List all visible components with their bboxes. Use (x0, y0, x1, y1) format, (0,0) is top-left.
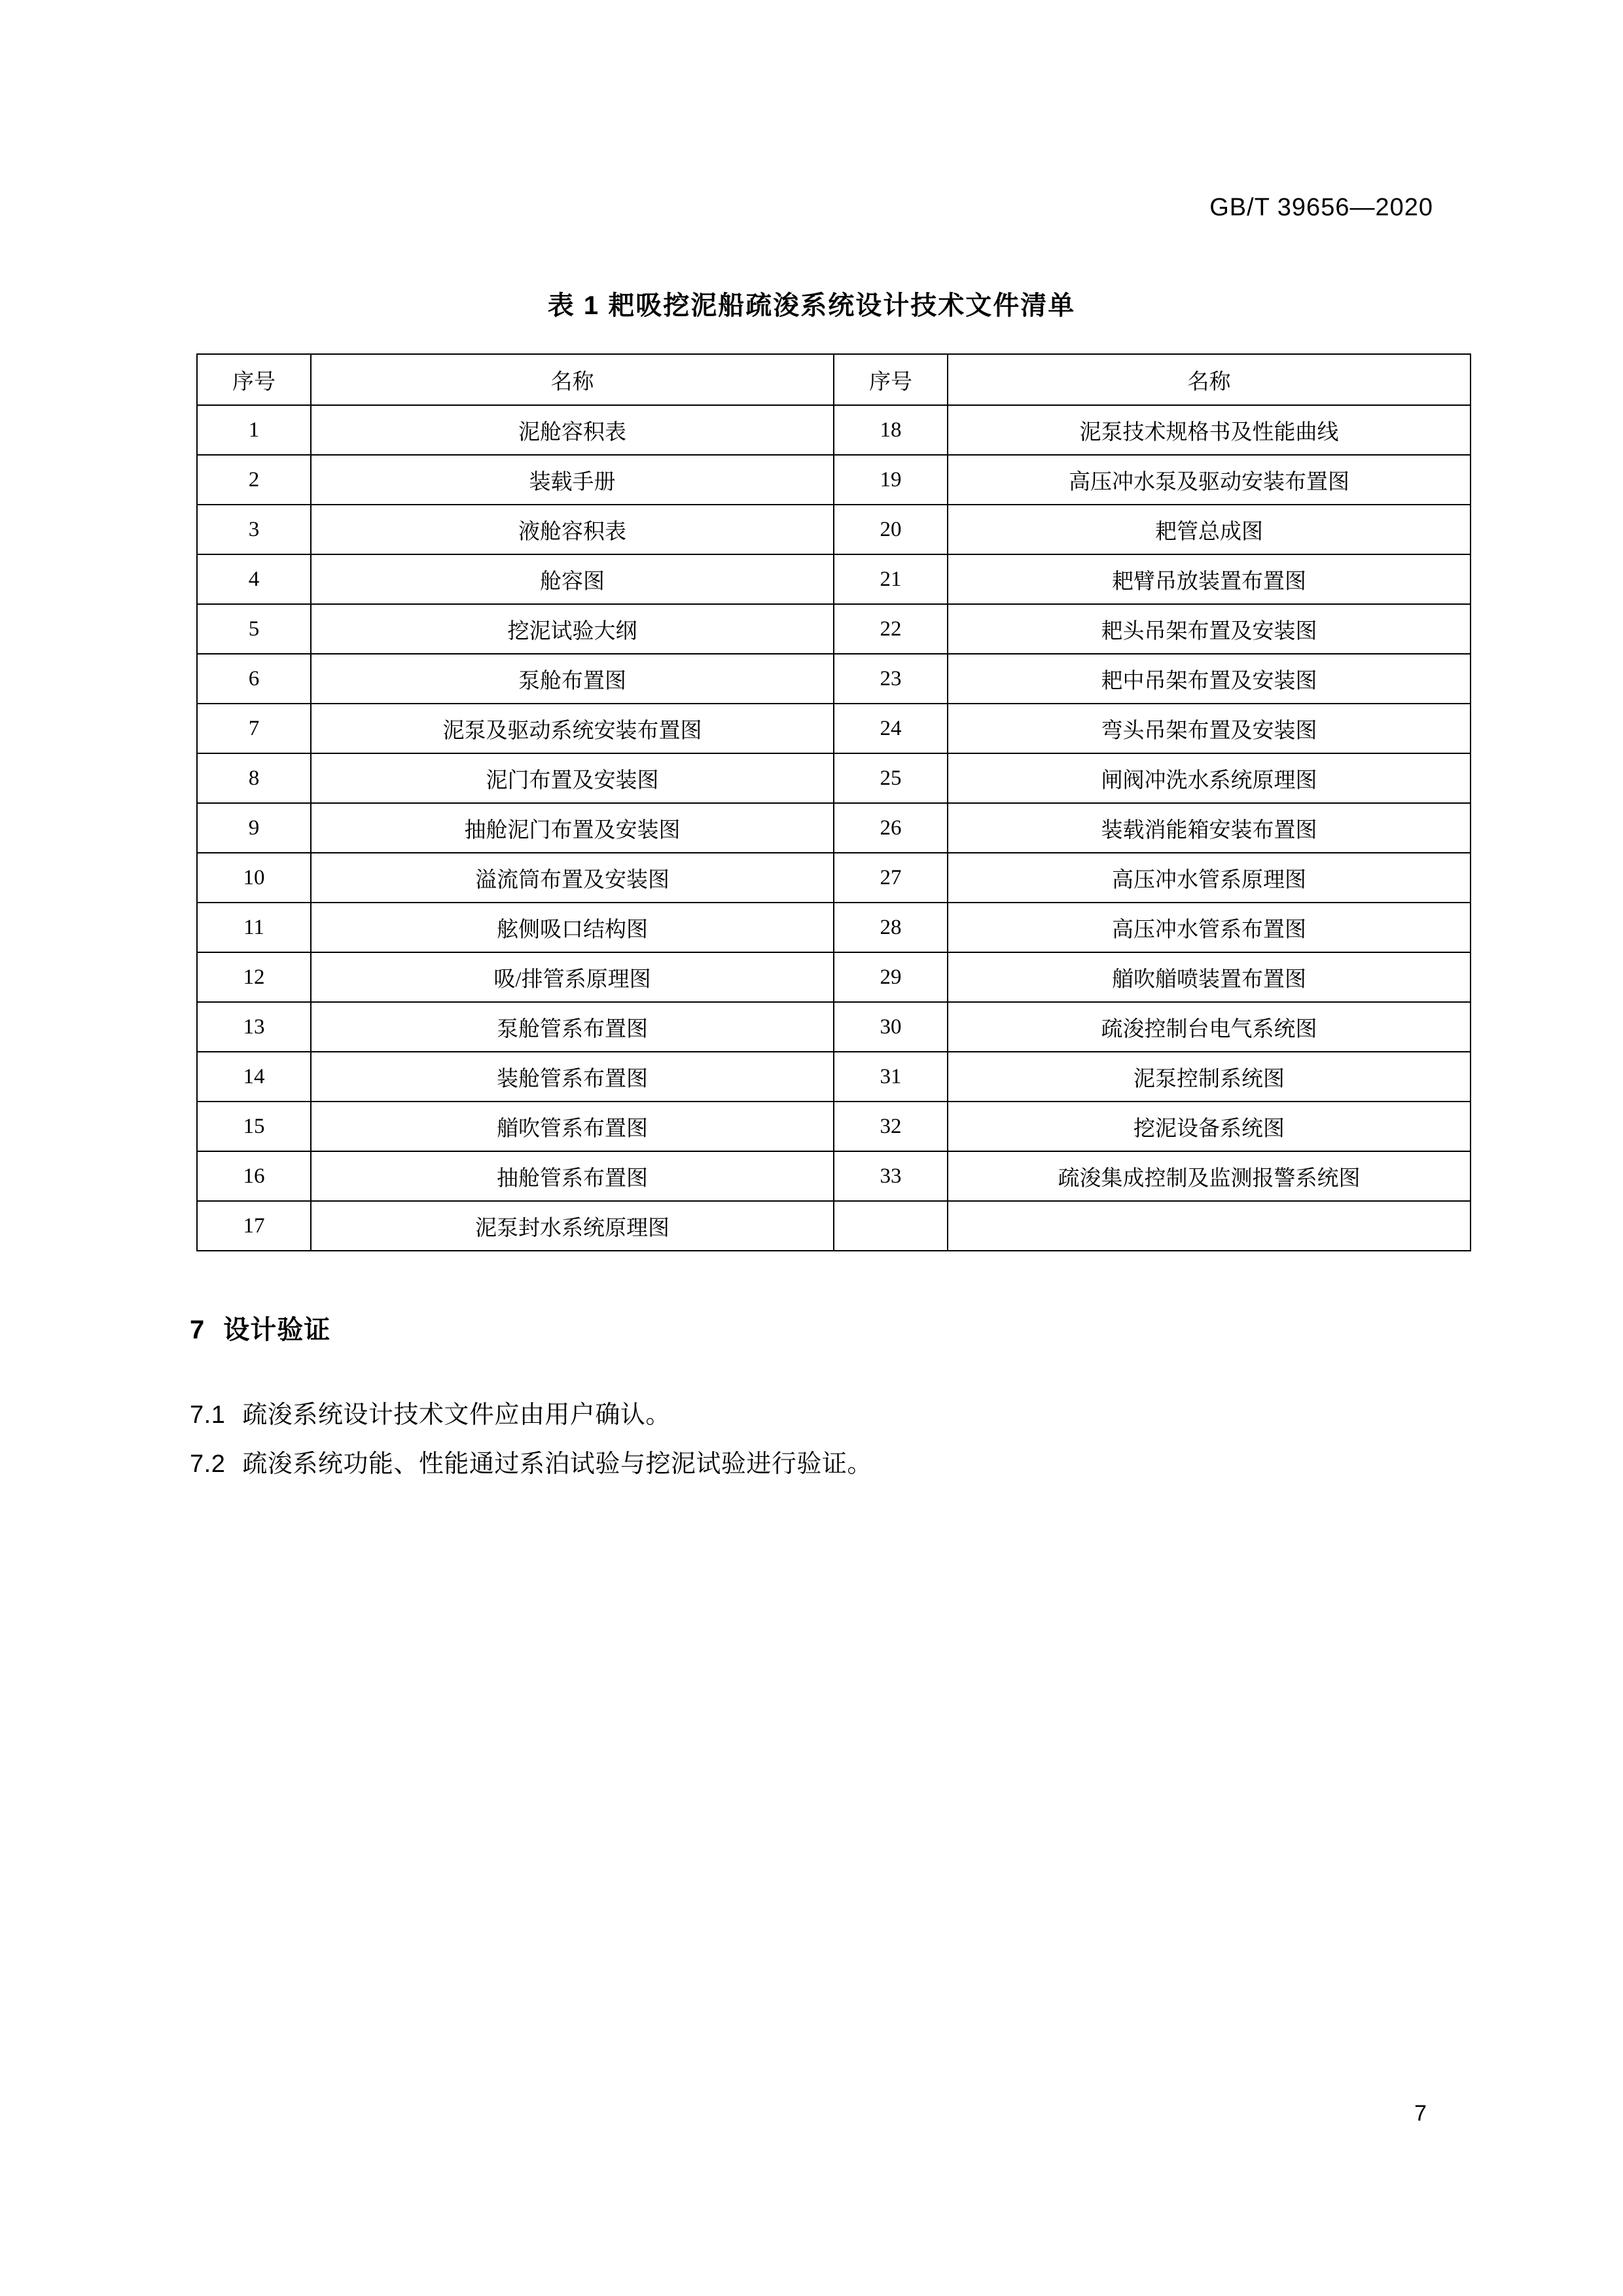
cell-name-left: 装载手册 (311, 455, 834, 505)
table-caption: 表 1 耙吸挖泥船疏浚系统设计技术文件清单 (547, 291, 1076, 320)
cell-name-right: 泥泵技术规格书及性能曲线 (948, 405, 1471, 455)
cell-name-right: 疏浚集成控制及监测报警系统图 (948, 1151, 1471, 1201)
table-container (196, 353, 1433, 1251)
table-row (197, 952, 1471, 1002)
table-body (197, 354, 1471, 1251)
cell-seq-left: 1 (197, 405, 311, 455)
cell-seq-right: 31 (834, 1052, 948, 1102)
table-row (197, 853, 1471, 903)
cell-seq-right: 23 (834, 654, 948, 704)
table-row (197, 803, 1471, 853)
paragraph-7-2-label: 7.2 (190, 1450, 226, 1478)
cell-seq-right: 28 (834, 903, 948, 952)
cell-name-right: 艏吹艏喷装置布置图 (948, 952, 1471, 1002)
cell-name-right-empty (948, 1201, 1471, 1251)
table-row (197, 505, 1471, 554)
cell-seq-left: 17 (197, 1201, 311, 1251)
cell-seq-right-empty (834, 1201, 948, 1251)
paragraph-7-2-text: 疏浚系统功能、性能通过系泊试验与挖泥试验进行验证。 (242, 1450, 872, 1478)
cell-seq-left: 5 (197, 604, 311, 654)
cell-seq-left: 4 (197, 554, 311, 604)
table-row (197, 455, 1471, 505)
table-row (197, 1052, 1471, 1102)
cell-name-left: 舷侧吸口结构图 (311, 903, 834, 952)
cell-seq-left: 13 (197, 1002, 311, 1052)
cell-name-left: 泵舱管系布置图 (311, 1002, 834, 1052)
cell-seq-right: 19 (834, 455, 948, 505)
cell-seq-left: 12 (197, 952, 311, 1002)
cell-name-right: 耙头吊架布置及安装图 (948, 604, 1471, 654)
table-row (197, 1102, 1471, 1151)
cell-name-left: 挖泥试验大纲 (311, 604, 834, 654)
cell-name-left: 泥泵封水系统原理图 (311, 1201, 834, 1251)
cell-seq-right: 33 (834, 1151, 948, 1201)
design-document-list-table (196, 353, 1471, 1251)
cell-seq-right: 30 (834, 1002, 948, 1052)
cell-name-left: 吸/排管系原理图 (311, 952, 834, 1002)
section-heading (190, 1309, 330, 1346)
paragraph-7-1 (190, 1394, 671, 1430)
page-number: 7 (1414, 2101, 1427, 2126)
cell-name-left: 溢流筒布置及安装图 (311, 853, 834, 903)
cell-name-left: 泥门布置及安装图 (311, 753, 834, 803)
table-header-row (197, 354, 1471, 405)
table-row (197, 1201, 1471, 1251)
table-row (197, 554, 1471, 604)
column-header-seq-left: 序号 (197, 354, 311, 405)
cell-seq-right: 22 (834, 604, 948, 654)
cell-name-right: 高压冲水管系布置图 (948, 903, 1471, 952)
paragraph-7-2 (190, 1443, 872, 1479)
table-row (197, 405, 1471, 455)
column-header-seq-right: 序号 (834, 354, 948, 405)
section-title: 设计验证 (223, 1316, 331, 1344)
cell-seq-left: 7 (197, 704, 311, 753)
cell-name-left: 泥舱容积表 (311, 405, 834, 455)
cell-seq-right: 32 (834, 1102, 948, 1151)
cell-seq-right: 20 (834, 505, 948, 554)
cell-seq-left: 9 (197, 803, 311, 853)
section-number: 7 (190, 1316, 205, 1344)
cell-name-right: 耙中吊架布置及安装图 (948, 654, 1471, 704)
table-row (197, 1002, 1471, 1052)
cell-seq-right: 29 (834, 952, 948, 1002)
cell-name-right: 耙管总成图 (948, 505, 1471, 554)
column-header-name-left: 名称 (311, 354, 834, 405)
cell-name-left: 泵舱布置图 (311, 654, 834, 704)
table-row (197, 753, 1471, 803)
cell-name-left: 舱容图 (311, 554, 834, 604)
cell-name-right: 装载消能箱安装布置图 (948, 803, 1471, 853)
cell-seq-left: 14 (197, 1052, 311, 1102)
cell-name-left: 艏吹管系布置图 (311, 1102, 834, 1151)
cell-name-right: 闸阀冲洗水系统原理图 (948, 753, 1471, 803)
cell-name-right: 疏浚控制台电气系统图 (948, 1002, 1471, 1052)
table-row (197, 1151, 1471, 1201)
cell-seq-left: 11 (197, 903, 311, 952)
cell-seq-left: 3 (197, 505, 311, 554)
cell-seq-left: 16 (197, 1151, 311, 1201)
cell-name-right: 高压冲水管系原理图 (948, 853, 1471, 903)
cell-seq-left: 8 (197, 753, 311, 803)
paragraph-7-1-text: 疏浚系统设计技术文件应由用户确认。 (242, 1401, 671, 1429)
cell-name-right: 耙臂吊放装置布置图 (948, 554, 1471, 604)
cell-name-left: 装舱管系布置图 (311, 1052, 834, 1102)
table-row (197, 654, 1471, 704)
cell-name-left: 液舱容积表 (311, 505, 834, 554)
cell-seq-left: 6 (197, 654, 311, 704)
cell-name-right: 泥泵控制系统图 (948, 1052, 1471, 1102)
cell-seq-right: 18 (834, 405, 948, 455)
cell-name-right: 高压冲水泵及驱动安装布置图 (948, 455, 1471, 505)
table-row (197, 903, 1471, 952)
cell-name-left: 抽舱泥门布置及安装图 (311, 803, 834, 853)
cell-seq-right: 25 (834, 753, 948, 803)
cell-seq-right: 21 (834, 554, 948, 604)
cell-name-left: 抽舱管系布置图 (311, 1151, 834, 1201)
page-header-standard-code: GB/T 39656—2020 (1209, 194, 1433, 221)
column-header-name-right: 名称 (948, 354, 1471, 405)
table-row (197, 604, 1471, 654)
cell-seq-right: 26 (834, 803, 948, 853)
cell-seq-left: 2 (197, 455, 311, 505)
cell-name-right: 挖泥设备系统图 (948, 1102, 1471, 1151)
cell-seq-left: 10 (197, 853, 311, 903)
cell-seq-right: 27 (834, 853, 948, 903)
cell-seq-right: 24 (834, 704, 948, 753)
table-row (197, 704, 1471, 753)
paragraph-7-1-label: 7.1 (190, 1401, 226, 1429)
cell-name-right: 弯头吊架布置及安装图 (948, 704, 1471, 753)
cell-name-left: 泥泵及驱动系统安装布置图 (311, 704, 834, 753)
cell-seq-left: 15 (197, 1102, 311, 1151)
